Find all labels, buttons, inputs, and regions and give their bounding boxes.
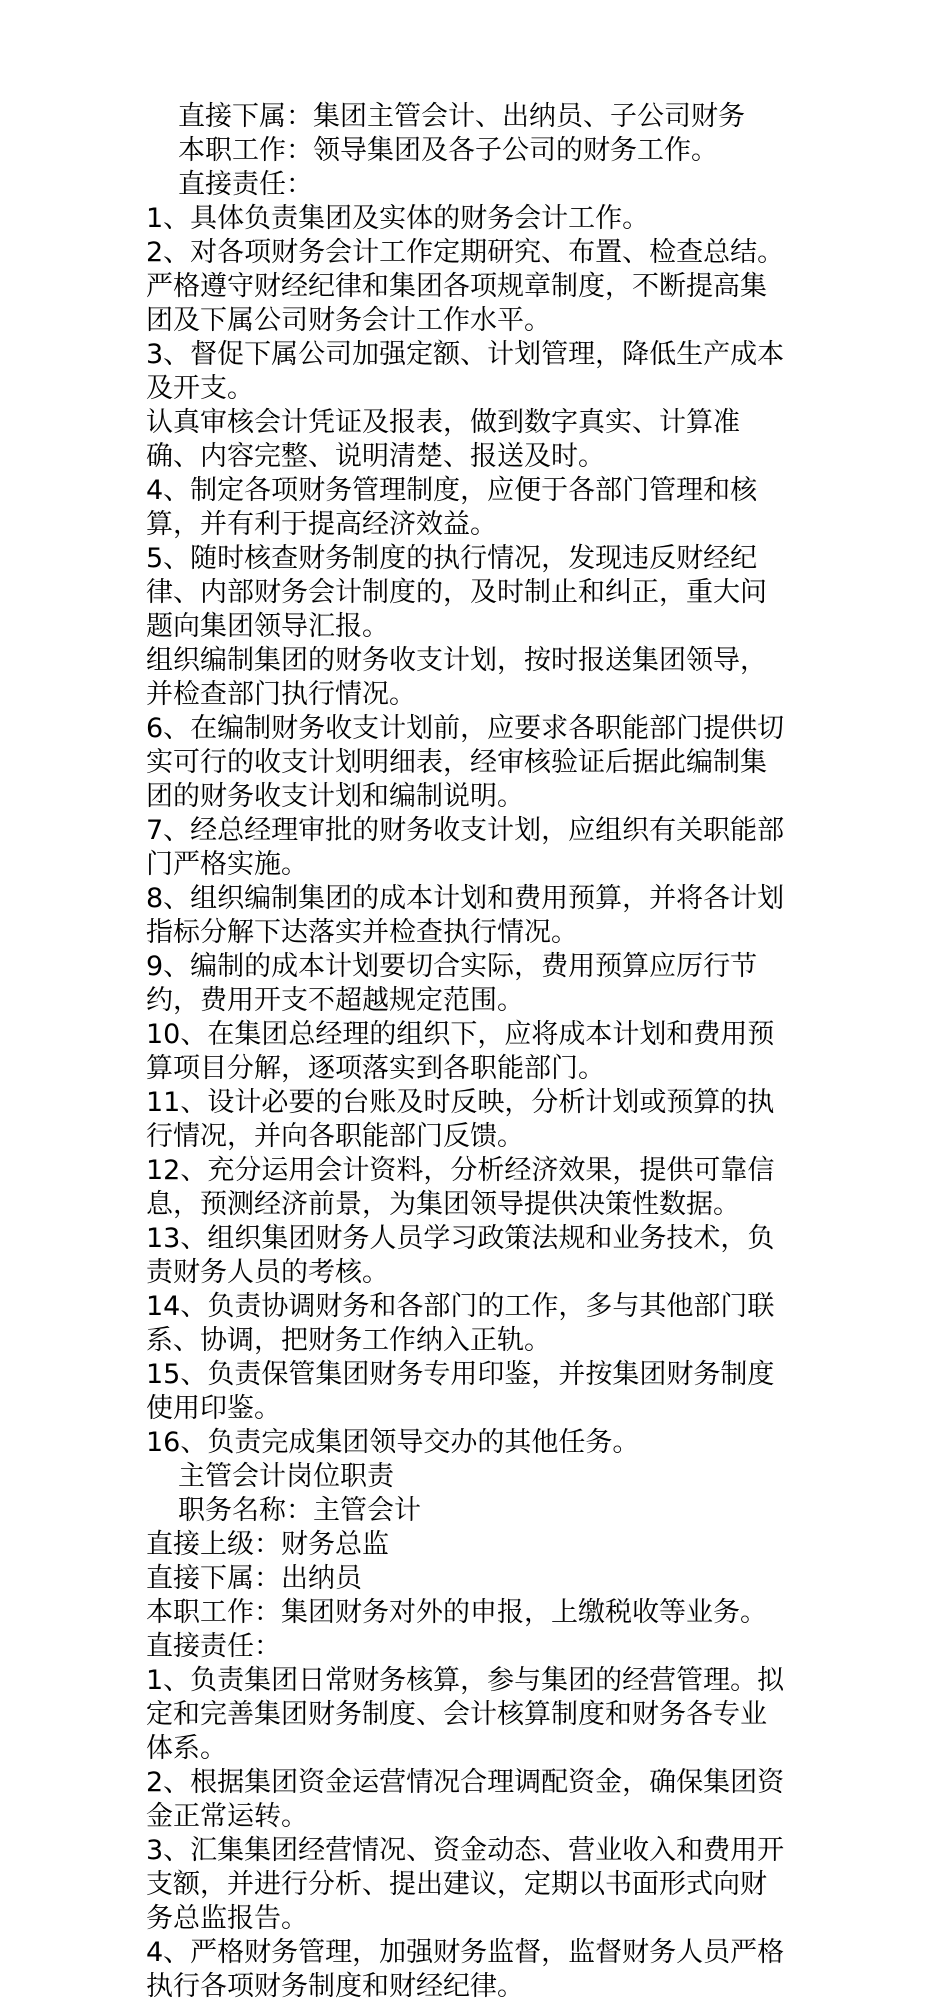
document-body bbox=[146, 100, 808, 2004]
document-line: 6、在编制财务收支计划前，应要求各职能部门提供切 bbox=[146, 713, 785, 744]
document-line: 9、编制的成本计划要切合实际，费用预算应厉行节 bbox=[146, 951, 758, 982]
document-line: 直接责任： bbox=[146, 1631, 281, 1662]
document-line: 确、内容完整、说明清楚、报送及时。 bbox=[146, 441, 605, 472]
document-line: 并检查部门执行情况。 bbox=[146, 679, 416, 710]
document-line: 2、根据集团资金运营情况合理调配资金，确保集团资 bbox=[146, 1767, 785, 1798]
document-line: 本职工作：集团财务对外的申报，上缴税收等业务。 bbox=[146, 1597, 767, 1628]
document-line: 3、督促下属公司加强定额、计划管理，降低生产成本 bbox=[146, 339, 785, 370]
document-line: 直接下属：集团主管会计、出纳员、子公司财务 bbox=[178, 101, 745, 132]
document-line: 8、组织编制集团的成本计划和费用预算，并将各计划 bbox=[146, 883, 785, 914]
document-line: 使用印鉴。 bbox=[146, 1393, 281, 1424]
document-line: 10、在集团总经理的组织下，应将成本计划和费用预 bbox=[146, 1019, 775, 1050]
document-line: 算，并有利于提高经济效益。 bbox=[146, 509, 497, 540]
document-line: 1、具体负责集团及实体的财务会计工作。 bbox=[146, 203, 650, 234]
document-line: 指标分解下达落实并检查执行情况。 bbox=[146, 917, 578, 948]
document-line: 主管会计岗位职责 bbox=[178, 1461, 394, 1492]
document-line: 题向集团领导汇报。 bbox=[146, 611, 389, 642]
document-line: 直接下属：出纳员 bbox=[146, 1563, 362, 1594]
document-line: 12、充分运用会计资料，分析经济效果，提供可靠信 bbox=[146, 1155, 775, 1186]
document-line: 16、负责完成集团领导交办的其他任务。 bbox=[146, 1427, 640, 1458]
document-line: 系、协调，把财务工作纳入正轨。 bbox=[146, 1325, 551, 1356]
document-line: 4、严格财务管理，加强财务监督，监督财务人员严格 bbox=[146, 1937, 785, 1968]
document-line: 定和完善集团财务制度、会计核算制度和财务各专业 bbox=[146, 1699, 767, 1730]
document-line: 及开支。 bbox=[146, 373, 254, 404]
document-line: 算项目分解，逐项落实到各职能部门。 bbox=[146, 1053, 605, 1084]
document-line: 组织编制集团的财务收支计划，按时报送集团领导， bbox=[146, 645, 767, 676]
document-line: 4、制定各项财务管理制度，应便于各部门管理和核 bbox=[146, 475, 758, 506]
document-line: 金正常运转。 bbox=[146, 1801, 308, 1832]
document-line: 15、负责保管集团财务专用印鉴，并按集团财务制度 bbox=[146, 1359, 775, 1390]
document-line: 本职工作：领导集团及各子公司的财务工作。 bbox=[178, 135, 718, 166]
document-line: 责财务人员的考核。 bbox=[146, 1257, 389, 1288]
document-line: 严格遵守财经纪律和集团各项规章制度，不断提高集 bbox=[146, 271, 767, 302]
document-line: 体系。 bbox=[146, 1733, 227, 1764]
document-line: 律、内部财务会计制度的，及时制止和纠正，重大问 bbox=[146, 577, 767, 608]
document-line: 执行各项财务制度和财经纪律。 bbox=[146, 1971, 524, 2002]
document-line: 14、负责协调财务和各部门的工作，多与其他部门联 bbox=[146, 1291, 775, 1322]
document-line: 支额，并进行分析、提出建议，定期以书面形式向财 bbox=[146, 1869, 767, 1900]
document-line: 直接上级：财务总监 bbox=[146, 1529, 389, 1560]
document-line: 2、对各项财务会计工作定期研究、布置、检查总结。 bbox=[146, 237, 785, 268]
document-line: 实可行的收支计划明细表，经审核验证后据此编制集 bbox=[146, 747, 767, 778]
document-line: 7、经总经理审批的财务收支计划，应组织有关职能部 bbox=[146, 815, 785, 846]
document-line: 直接责任： bbox=[178, 169, 313, 200]
document-line: 约，费用开支不超越规定范围。 bbox=[146, 985, 524, 1016]
document-line: 11、设计必要的台账及时反映，分析计划或预算的执 bbox=[146, 1087, 775, 1118]
document-line: 13、组织集团财务人员学习政策法规和业务技术，负 bbox=[146, 1223, 775, 1254]
document-line: 职务名称：主管会计 bbox=[178, 1495, 421, 1526]
document-line: 团及下属公司财务会计工作水平。 bbox=[146, 305, 551, 336]
document-line: 认真审核会计凭证及报表，做到数字真实、计算准 bbox=[146, 407, 740, 438]
document-line: 息，预测经济前景，为集团领导提供决策性数据。 bbox=[146, 1189, 740, 1220]
document-line: 务总监报告。 bbox=[146, 1903, 308, 1934]
document-line: 3、汇集集团经营情况、资金动态、营业收入和费用开 bbox=[146, 1835, 785, 1866]
document-line: 团的财务收支计划和编制说明。 bbox=[146, 781, 524, 812]
document-line: 1、负责集团日常财务核算，参与集团的经营管理。拟 bbox=[146, 1665, 785, 1696]
document-line: 门严格实施。 bbox=[146, 849, 308, 880]
document-line: 5、随时核查财务制度的执行情况，发现违反财经纪 bbox=[146, 543, 758, 574]
document-line: 行情况，并向各职能部门反馈。 bbox=[146, 1121, 524, 1152]
